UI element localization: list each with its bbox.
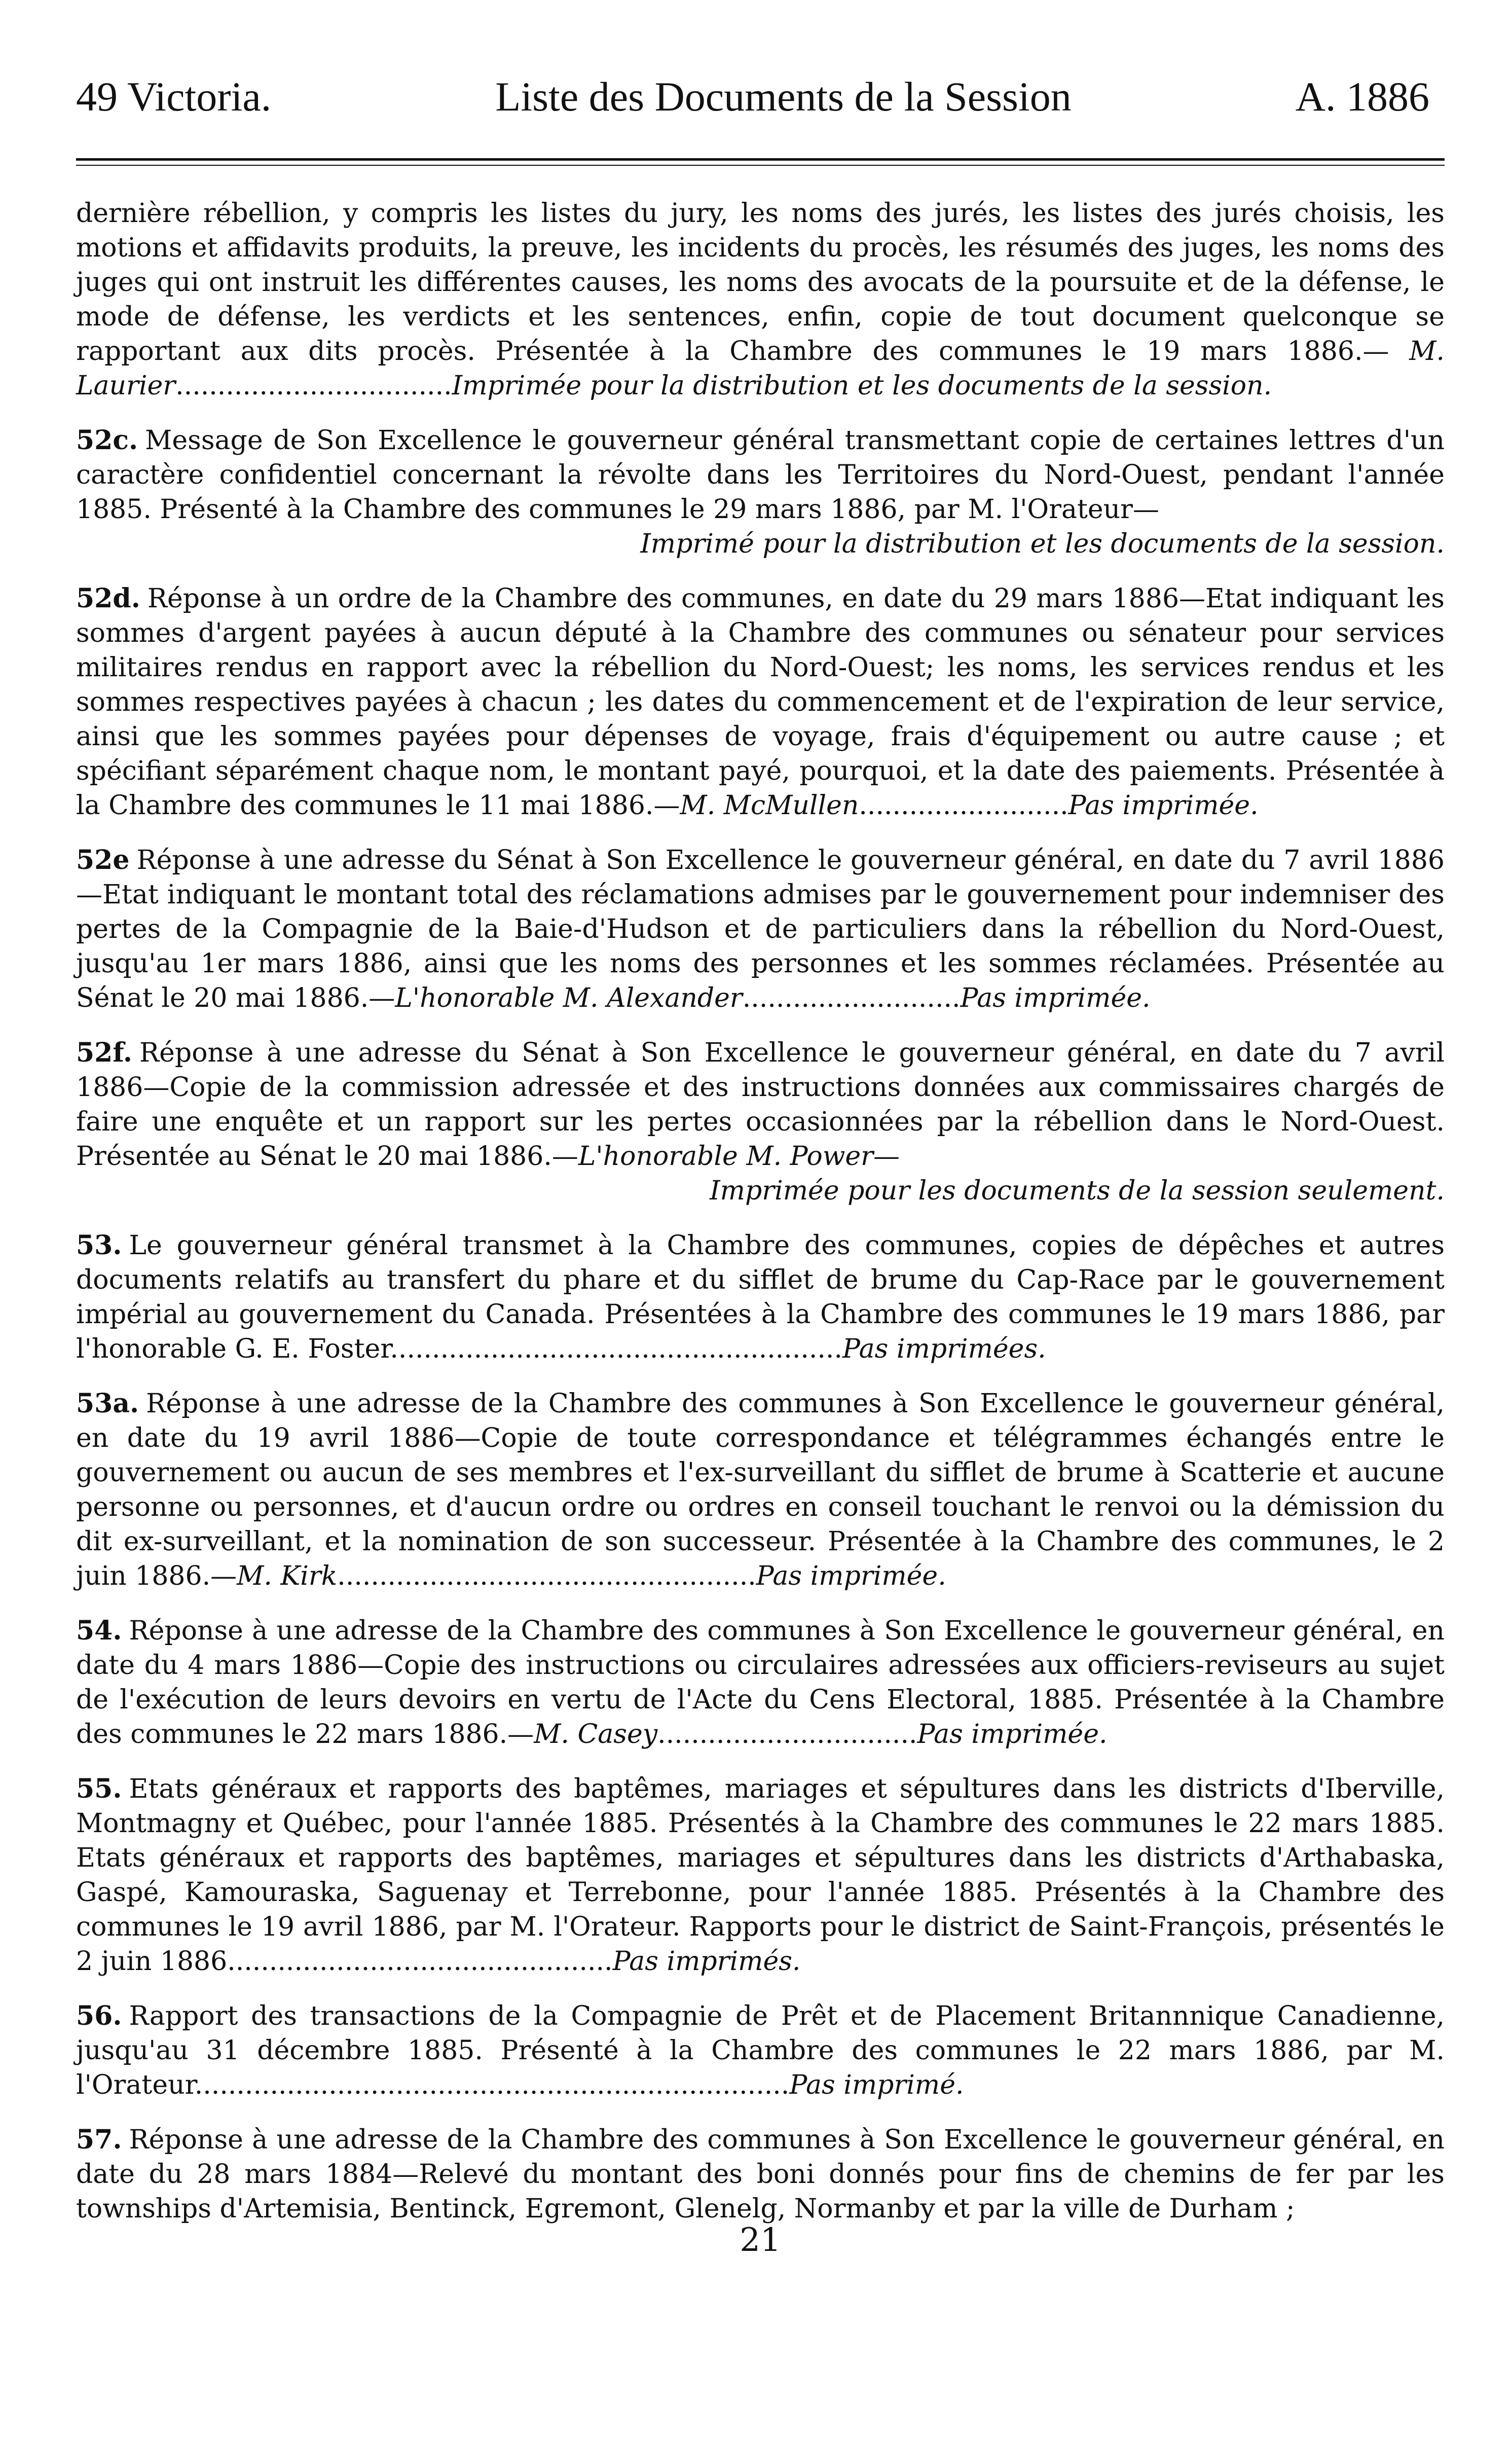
header-rule-thick <box>76 158 1445 161</box>
entry-status: Pas imprimée. <box>756 1561 946 1591</box>
entry-number: 52e <box>76 845 130 876</box>
entry-status: Imprimée pour la distribution et les documents de la session. <box>452 371 1272 401</box>
entry-status: Imprimé pour la distribution et les documents de la session. <box>640 529 1445 559</box>
entry-53: 53. Le gouverneur général transmet à la Chambre des communes, copies de dépêches et autres documents relatifs au transfert du phare et du sifflet de brume du Cap-Race par le gouvernement impérial au gouvernement du Canada. Présentées à la Chambre des communes le 19 mars 1886, par l'honorable G. E. Foster......................................................Pas imprimées. <box>76 1228 1445 1366</box>
header-right: A. 1886 <box>1295 74 1429 120</box>
header-title: Liste des Documents de la Session <box>495 74 1072 120</box>
entry-number: 52f. <box>76 1037 132 1068</box>
entry-55: 55. Etats généraux et rapports des baptêmes, mariages et sépultures dans les districts d'Iberville, Montmagny et Québec, pour l'année 1885. Présentés à la Chambre des communes le 22 mars 1885. Etats généraux et rapports des baptêmes, mariages et sépultures dans les districts d'Arthabaska, Gaspé, Kamouraska, Saguenay et Terrebonne, pour l'année 1885. Présentés à la Chambre des communes le 19 avril 1886, par M. l'Orateur. Rapports pour le district de Saint-François, présentés le 2 juin 1886..............................................Pas imprimés. <box>76 1772 1445 1979</box>
entry-continued: dernière rébellion, y compris les listes du jury, les noms des jurés, les listes des jurés choisis, les motions et affidavits produits, la preuve, les incidents du procès, les résumés des juges, les noms des juges qui ont instruit les différentes causes, les noms des avocats de la poursuite et de la défense, le mode de défense, les verdicts et les sentences, enfin, copie de tout document quelconque se rapportant aux dits procès. Présentée à la Chambre des communes le 19 mars 1886.— M. Laurier.................................Imprimée pour la distribution et les documents de la session. <box>76 198 1445 401</box>
entry-status: Pas imprimées. <box>842 1334 1046 1364</box>
header-rule-thin <box>76 165 1445 166</box>
entry-53a: 53a. Réponse à une adresse de la Chambre des communes à Son Excellence le gouverneur général, en date du 19 avril 1886—Copie de toute correspondance et télégrammes échangés entre le gouvernement ou aucun de ses membres et l'ex-surveillant du sifflet de brume à Scatterie et aucune personne ou personnes, et d'aucun ordre ou ordres en conseil touchant le renvoi ou la démission du dit ex-surveillant, et la nomination de son successeur. Présentée à la Chambre des communes, le 2 juin 1886.—M. Kirk..................................................Pas imprimée. <box>76 1387 1445 1593</box>
entry-status: Pas imprimée. <box>1068 790 1259 821</box>
entry-number: 54. <box>76 1615 122 1646</box>
page-number: 21 <box>740 2221 781 2259</box>
entry-54: 54. Réponse à une adresse de la Chambre des communes à Son Excellence le gouverneur général, en date du 4 mars 1886—Copie des instructions ou circulaires adressées aux officiers-reviseurs au sujet de l'exécution de leurs devoirs en vertu de l'Acte du Cens Electoral, 1885. Présentée à la Chambre des communes le 22 mars 1886.—M. Casey...............................Pas imprimée. <box>76 1614 1445 1752</box>
entry-name: M. Kirk <box>237 1561 338 1591</box>
entry-57: 57. Réponse à une adresse de la Chambre des communes à Son Excellence le gouverneur général, en date du 28 mars 1884—Relevé du montant des boni donnés pour fins de chemins de fer par les townships d'Artemisia, Bentinck, Egremont, Glenelg, Normanby et par la ville de Durham ; <box>76 2123 1445 2226</box>
entry-number: 52c. <box>76 425 138 456</box>
entry-status: Pas imprimés. <box>612 1946 801 1977</box>
entry-number: 55. <box>76 1773 122 1804</box>
entry-status: Pas imprimé. <box>789 2070 964 2100</box>
entry-number: 56. <box>76 2000 122 2031</box>
entry-56: 56. Rapport des transactions de la Compagnie de Prêt et de Placement Britannnique Canadienne, jusqu'au 31 décembre 1885. Présenté à la Chambre des communes le 22 mars 1886, par M. l'Orateur.......................................................................Pas imprimé. <box>76 1999 1445 2102</box>
entry-name: L'honorable M. Power— <box>578 1141 900 1172</box>
entry-status: Pas imprimée. <box>917 1719 1108 1750</box>
entry-number: 53a. <box>76 1388 139 1419</box>
entry-52f: 52f. Réponse à une adresse du Sénat à Son Excellence le gouverneur général, en date du 7 avril 1886—Copie de la commission adressée et des instructions données aux commissaires chargés de faire une enquête et un rapport sur les pertes occasionnées par la rébellion dans le Nord-Ouest. Présentée au Sénat le 20 mai 1886.—L'honorable M. Power— Imprimée pour les documents de la session seulement. <box>76 1036 1445 1208</box>
entry-status: Imprimée pour les documents de la session seulement. <box>710 1176 1445 1206</box>
entry-name: M. McMullen <box>680 790 859 821</box>
header-left: 49 Victoria. <box>76 74 272 120</box>
entry-52c: 52c. Message de Son Excellence le gouverneur général transmettant copie de certaines lettres d'un caractère confidentiel concernant la révolte dans les Territoires du Nord-Ouest, pendant l'année 1885. Présenté à la Chambre des communes le 29 mars 1886, par M. l'Orateur— Imprimé pour la distribution et les documents de la session. <box>76 423 1445 561</box>
entry-name: M. Laurier <box>76 336 1445 401</box>
entry-52d: 52d. Réponse à un ordre de la Chambre des communes, en date du 29 mars 1886—Etat indiquant les sommes d'argent payées à aucun député à la Chambre des communes ou sénateur pour services militaires rendus en rapport avec la rébellion du Nord-Ouest; les noms, les services rendus et les sommes respectives payées à chacun ; les dates du commencement et de l'expiration de leur service, ainsi que les sommes payées pour dépenses de voyage, frais d'équipement ou autre cause ; et spécifiant séparément chaque nom, le montant payé, pourquoi, et la date des paiements. Présentée à la Chambre des communes le 11 mai 1886.—M. McMullen.........................Pas imprimée. <box>76 581 1445 823</box>
entry-number: 52d. <box>76 583 140 614</box>
entry-number: 53. <box>76 1230 122 1261</box>
document-page <box>76 76 1445 2257</box>
entry-52e: 52e Réponse à une adresse du Sénat à Son Excellence le gouverneur général, en date du 7 avril 1886—Etat indiquant le montant total des réclamations admises par le gouvernement pour indemniser des pertes de la Compagnie de la Baie-d'Hudson et de particuliers dans la rébellion du Nord-Ouest, jusqu'au 1er mars 1886, ainsi que les noms des personnes et les sommes réclamées. Présentée au Sénat le 20 mai 1886.—L'honorable M. Alexander..........................Pas imprimée. <box>76 843 1445 1015</box>
document-body <box>76 196 1445 2257</box>
running-header <box>76 76 1445 118</box>
entry-number: 57. <box>76 2124 122 2155</box>
entry-status: Pas imprimée. <box>960 983 1151 1013</box>
entry-name: M. Casey <box>534 1719 658 1750</box>
entry-name: L'honorable M. Alexander <box>395 983 743 1013</box>
